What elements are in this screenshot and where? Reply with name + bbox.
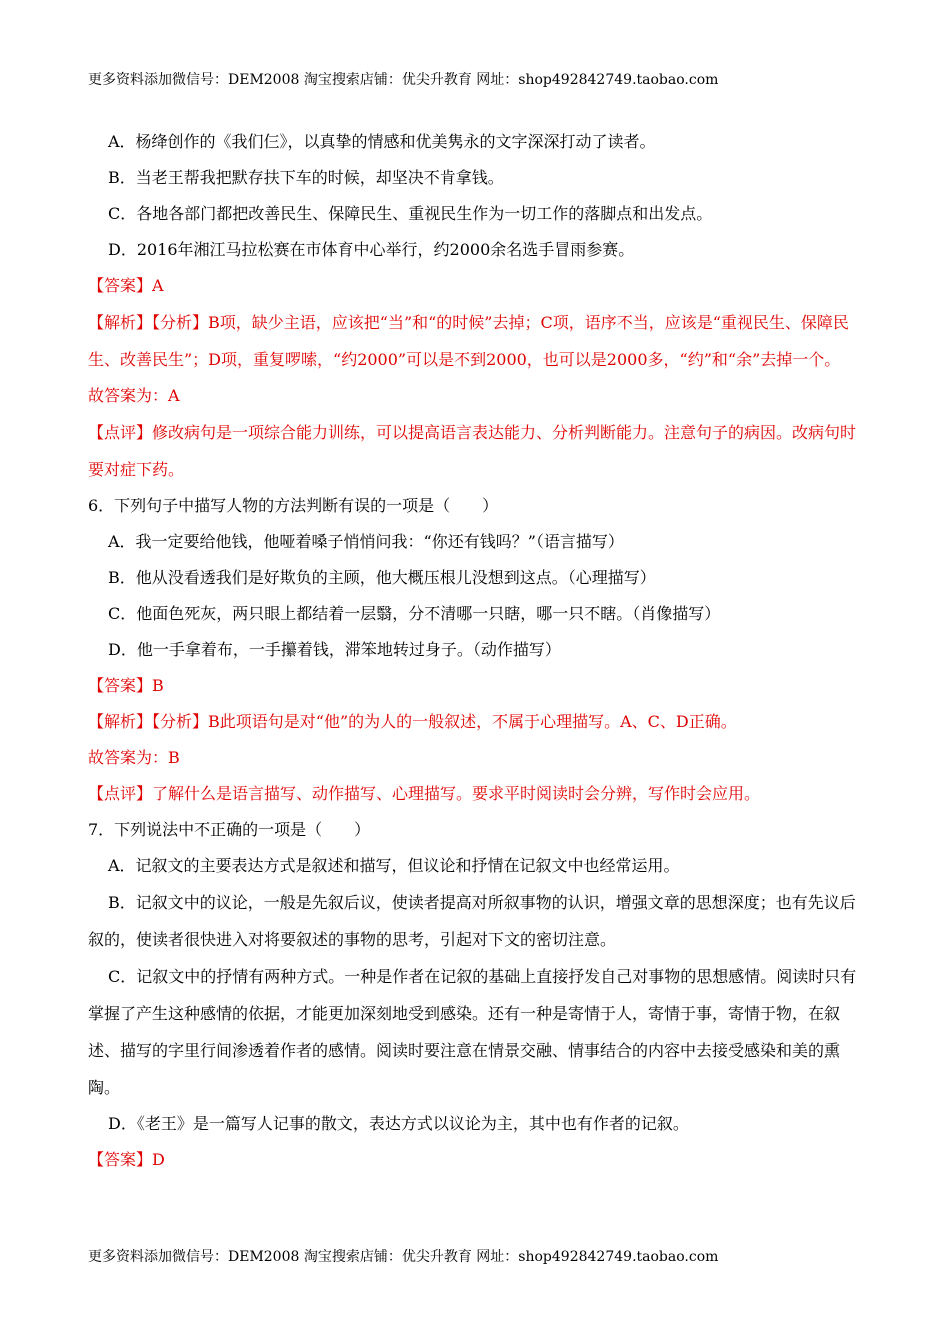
page-footer: 更多资料添加微信号：DEM2008 淘宝搜索店铺：优尖升教育 网址：shop492842749.taobao.com bbox=[88, 1249, 719, 1265]
q6-option-a: A．我一定要给他钱，他哑着嗓子悄悄问我：“你还有钱吗？”（语言描写） bbox=[108, 532, 624, 551]
q6-stem: 6．下列句子中描写人物的方法判断有误的一项是（ ） bbox=[88, 496, 499, 515]
q5-answer: 【答案】A bbox=[88, 276, 164, 295]
q6-answer: 【答案】B bbox=[88, 676, 164, 695]
q5-option-c: C．各地各部门都把改善民生、保障民生、重视民生作为一切工作的落脚点和出发点。 bbox=[108, 204, 713, 223]
document-body bbox=[88, 124, 863, 1178]
q5-comment: 【点评】修改病句是一项综合能力训练，可以提高语言表达能力、分析判断能力。注意句子的病因。改病句时要对症下药。 bbox=[88, 423, 857, 479]
q7-stem: 7．下列说法中不正确的一项是（ ） bbox=[88, 820, 371, 839]
q7-option-d: D．《老王》是一篇写人记事的散文，表达方式以议论为主，其中也有作者的记叙。 bbox=[108, 1114, 689, 1133]
q6-so-answer: 故答案为：B bbox=[88, 748, 180, 767]
q5-option-b: B．当老王帮我把默存扶下车的时候，却坚决不肯拿钱。 bbox=[108, 168, 504, 187]
q5-option-a: A．杨绛创作的《我们仨》，以真挚的情感和优美隽永的文字深深打动了读者。 bbox=[108, 132, 656, 151]
q5-option-d: D．2016年湘江马拉松赛在市体育中心举行，约2000余名选手冒雨参赛。 bbox=[108, 240, 635, 259]
q6-option-b: B．他从没看透我们是好欺负的主顾，他大概压根儿没想到这点。（心理描写） bbox=[108, 568, 656, 587]
page-header: 更多资料添加微信号：DEM2008 淘宝搜索店铺：优尖升教育 网址：shop492842749.taobao.com bbox=[88, 72, 719, 88]
q5-so-answer: 故答案为：A bbox=[88, 386, 180, 405]
q7-answer: 【答案】D bbox=[88, 1150, 165, 1169]
q7-option-b: B．记叙文中的议论，一般是先叙后议，使读者提高对所叙事物的认识，增强文章的思想深度；也有先议后叙的，使读者很快进入对将要叙述的事物的思考，引起对下文的密切注意。 bbox=[88, 893, 856, 949]
q6-option-d: D．他一手拿着布，一手攥着钱，滞笨地转过身子。（动作描写） bbox=[108, 640, 561, 659]
q7-option-a: A．记叙文的主要表达方式是叙述和描写，但议论和抒情在记叙文中也经常运用。 bbox=[108, 856, 680, 875]
q6-comment: 【点评】了解什么是语言描写、动作描写、心理描写。要求平时阅读时会分辨，写作时会应用。 bbox=[88, 784, 761, 803]
q5-analysis: 【解析】【分析】B项，缺少主语，应该把“当”和“的时候”去掉；C项，语序不当，应该是“重视民生、保障民生、改善民生”；D项，重复啰嗦，“约2000”可以是不到2000，也可以是2000多，“约”和“余”去掉一个。 bbox=[88, 313, 849, 369]
q6-analysis: 【解析】【分析】B此项语句是对“他”的为人的一般叙述，不属于心理描写。A、C、D正确。 bbox=[88, 712, 737, 731]
q7-option-c: C．记叙文中的抒情有两种方式。一种是作者在记叙的基础上直接抒发自己对事物的思想感情。阅读时只有掌握了产生这种感情的依据，才能更加深刻地受到感染。还有一种是寄情于人，寄情于事，寄情于物，在叙述、描写的字里行间渗透着作者的感情。阅读时要注意在情景交融、情事结合的内容中去接受感染和美的熏陶。 bbox=[88, 967, 857, 1097]
q6-option-c: C．他面色死灰，两只眼上都结着一层翳，分不清哪一只瞎，哪一只不瞎。（肖像描写） bbox=[108, 604, 721, 623]
